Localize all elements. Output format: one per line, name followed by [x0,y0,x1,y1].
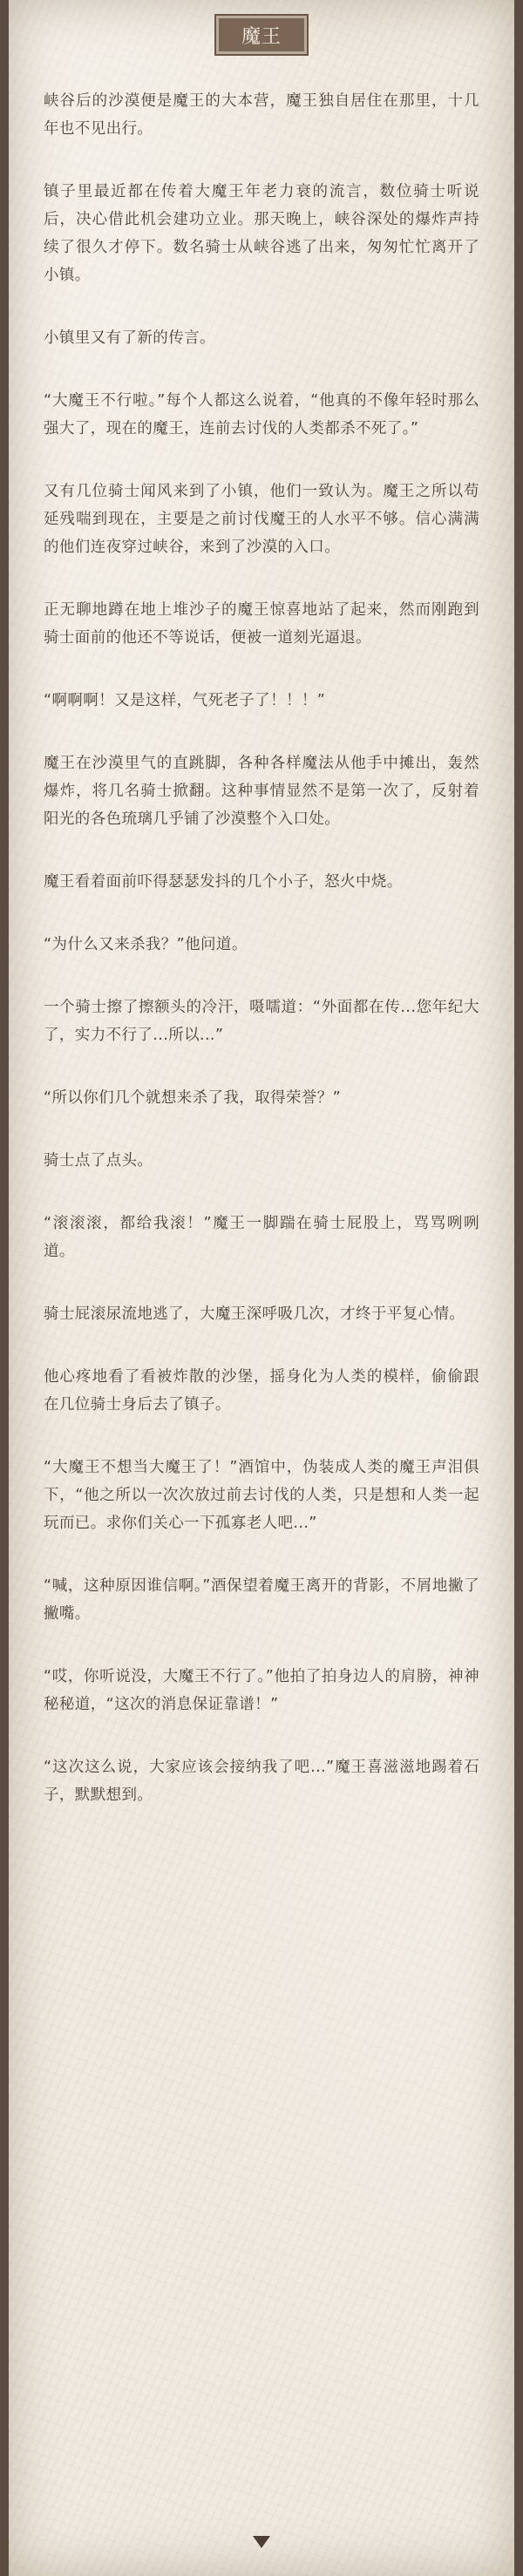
paragraph: “滚滚滚，都给我滚！”魔王一脚踹在骑士屁股上，骂骂咧咧道。 [44,1215,479,1260]
page-footer [9,2524,514,2576]
paragraph: 骑士屁滚尿流地逃了，大魔王深呼吸几次，才终于平复心情。 [44,1305,465,1323]
down-arrow-icon[interactable] [253,2536,270,2548]
paragraph: 他心疼地看了看被炸散的沙堡，摇身化为人类的模样，偷偷跟在几位骑士身后去了镇子。 [44,1368,479,1413]
paragraph: 峡谷后的沙漠便是魔王的大本营，魔王独自居住在那里，十几年也不见出行。 [44,92,479,138]
paragraph: 魔王在沙漠里气的直跳脚，各种各样魔法从他手中摊出，轰然爆炸，将几名骑士掀翻。这种事情显然不是第一次了，反射着阳光的各色琉璃几乎铺了沙漠整个入口处。 [44,755,479,828]
paragraph: “哎，你听说没，大魔王不行了。”他拍了拍身边人的肩膀，神神秘秘道，“这次的消息保证靠谱！” [44,1668,479,1713]
paragraph: “大魔王不想当大魔王了！”酒馆中，伪装成人类的魔王声泪俱下，“他之所以一次次放过前去讨伐的人类，只是想和人类一起玩而已。求你们关心一下孤寡老人吧...” [44,1459,479,1532]
paragraph: 魔王看着面前吓得瑟瑟发抖的几个小子，怒火中烧。 [44,873,403,891]
title-area [9,0,514,61]
paragraph: 一个骑士擦了擦额头的冷汗，嗫嚅道：“外面都在传...您年纪大了，实力不行了...所以...” [44,999,479,1044]
paragraph: “这次这么说，大家应该会接纳我了吧...”魔王喜滋滋地踢着石子，默默想到。 [44,1759,479,1804]
paragraph: “喊，这种原因谁信啊。”酒保望着魔王离开的背影，不屑地撇了撇嘴。 [44,1577,479,1623]
article-body [44,87,479,1844]
paragraph: 又有几位骑士闻风来到了小镇，他们一致认为。魔王之所以苟延残喘到现在，主要是之前讨伐魔王的人水平不够。信心满满的他们连夜穿过峡谷，来到了沙漠的入口。 [44,483,479,556]
paragraph: 小镇里又有了新的传言。 [44,329,215,347]
paragraph: “大魔王不行啦。”每个人都这么说着，“他真的不像年轻时那么强大了，现在的魔王，连前去讨伐的人类都杀不死了。” [44,392,479,437]
paragraph: “啊啊啊！又是这样，气死老子了！！！” [44,692,326,709]
paragraph: 正无聊地蹲在地上堆沙子的魔王惊喜地站了起来，然而刚跑到骑士面前的他还不等说话，便被一道刻光逼退。 [44,601,479,647]
paragraph: “为什么又来杀我？”他问道。 [44,936,248,953]
paragraph: 镇子里最近都在传着大魔王年老力衰的流言，数位骑士听说后，决心借此机会建功立业。那天晚上，峡谷深处的爆炸声持续了很久才停下。数名骑士从峡谷逃了出来，匆匆忙忙离开了小镇。 [44,183,479,284]
page-title: 魔王 [216,16,307,54]
paragraph: 骑士点了点头。 [44,1152,153,1169]
paragraph: “所以你们几个就想来杀了我，取得荣誉？” [44,1089,342,1107]
